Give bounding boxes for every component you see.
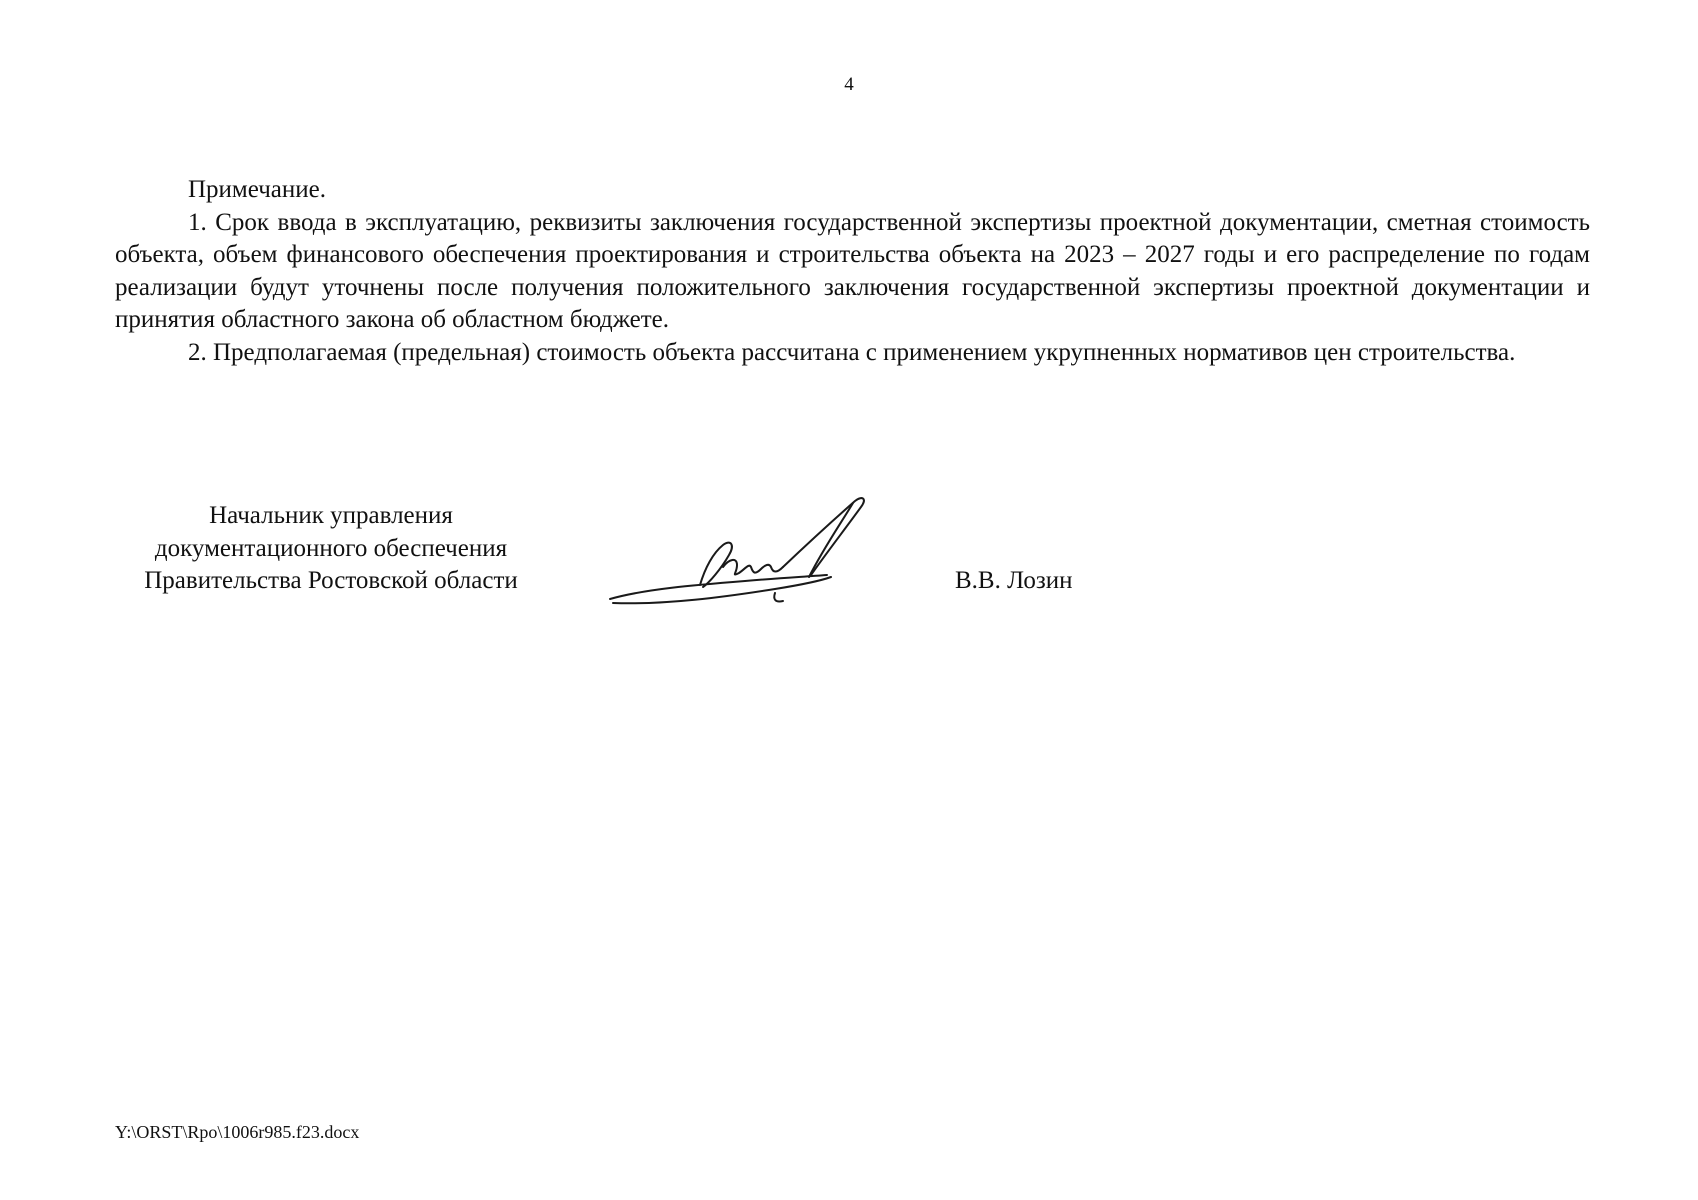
signer-name: В.В. Лозин: [955, 567, 1073, 594]
notes-heading: Примечание.: [188, 176, 327, 203]
page-number: 4: [844, 74, 854, 95]
footer-file-path: Y:\ORST\Rpo\1006r985.f23.docx: [115, 1122, 360, 1142]
signer-position-line-3: Правительства Ростовской области: [144, 567, 518, 594]
signer-position: [115, 500, 547, 598]
signer-position-line-2: документационного обеспечения: [154, 534, 508, 562]
handwritten-signature-icon: [605, 493, 890, 613]
note-item-1: 1. Срок ввода в эксплуатацию, реквизиты заключения государственной экспертизы проектной документации, сметная стоимость объекта, объем финансового обеспечения проектирования и строительства объекта на 2023 – 2027 годы и его распределение по годам реализации будут уточнены после получения положительного заключения государственной экспертизы проектной документации и принятия областного закона об областном бюджете.: [115, 208, 1590, 333]
signature-block: [115, 500, 547, 598]
signer-position-line-1: Начальник управления: [209, 502, 453, 529]
notes-section: [115, 174, 1590, 369]
note-item-2: 2. Предполагаемая (предельная) стоимость объекта рассчитана с применением укрупненных нормативов цен строительства.: [188, 338, 1516, 366]
